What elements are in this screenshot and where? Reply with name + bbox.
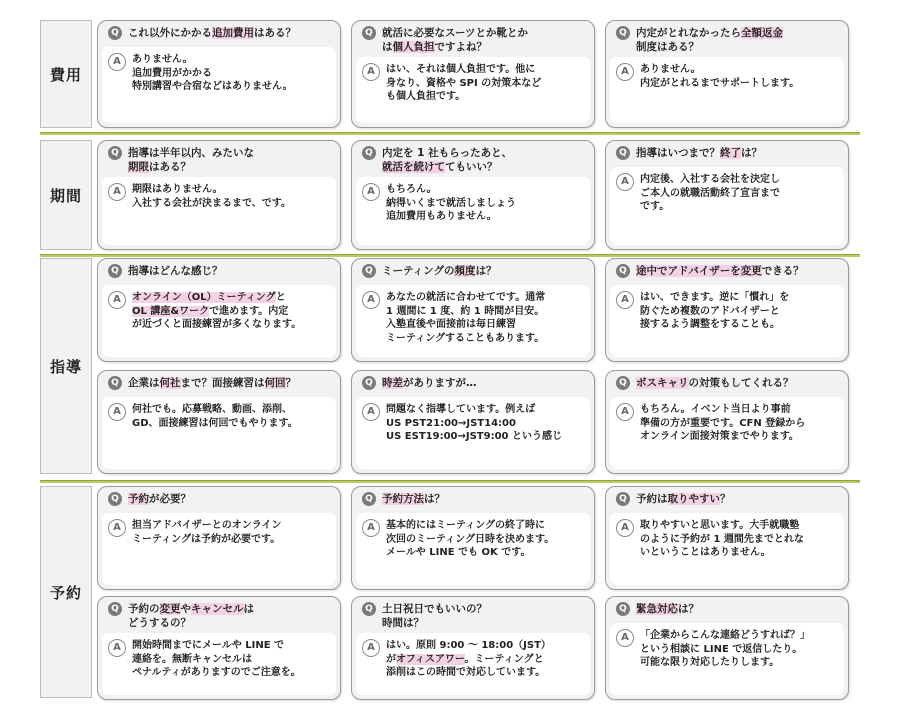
question (98, 371, 340, 394)
answer (610, 167, 844, 245)
answer-text (386, 291, 545, 345)
question-text-part: 企業は (128, 377, 160, 389)
answer-text-part: 「企業からこんな連絡どうすれば？」 という相談に LINE で返信したり。 可能な限り対応したりします。 (640, 630, 810, 668)
question-text-part: はある？ (149, 161, 191, 173)
question-highlight: 期限 (128, 161, 149, 173)
question-icon: Q (616, 602, 630, 616)
answer-text (132, 183, 291, 210)
question-text-part: 内定がとれなかったら (636, 27, 741, 39)
question-text-part: ミーティングの (382, 265, 455, 277)
question-text (382, 146, 512, 174)
question (606, 487, 848, 510)
question-text-part: 指導は半年以内、みたいな (128, 147, 254, 159)
answer (356, 57, 590, 123)
faq-card (605, 486, 849, 590)
question-text (128, 376, 296, 390)
answer-icon: A (108, 53, 126, 71)
question-text (128, 602, 254, 630)
answer-text (640, 63, 799, 90)
answer (102, 285, 336, 357)
question-text-part: 予約の (128, 603, 160, 615)
answer-text-part: 基本的にはミーティングの終了時に 次回のミーティング日時を決めます。 メールや LINE でも OK です。 (386, 520, 555, 558)
answer (610, 397, 844, 469)
question (98, 487, 340, 510)
section-label: 予約 (40, 486, 92, 698)
question-text (128, 264, 223, 278)
question-icon: Q (108, 376, 122, 390)
answer-icon: A (108, 519, 126, 537)
question-icon: Q (616, 492, 630, 506)
question-text-part: てもいい？ (445, 161, 498, 173)
answer-highlight: オフィスアワー (396, 653, 465, 665)
question-text (382, 376, 477, 390)
section-divider (40, 480, 860, 483)
question-text-part: 指導はいつまで？ (636, 147, 720, 159)
answer-icon: A (616, 63, 634, 81)
answer-text-part: と (275, 292, 286, 303)
answer-text-part: ありません。 内定がとれるまでサポートします。 (640, 64, 800, 89)
answer (356, 397, 590, 469)
question-highlight: 緊急対応 (636, 603, 678, 615)
question-highlight: 何社 (159, 377, 181, 389)
faq-card (351, 370, 595, 474)
answer-icon: A (616, 403, 634, 421)
question-text-part: は どうするの？ (128, 603, 254, 629)
faq-card (605, 140, 849, 250)
question-highlight: キャンセル (191, 603, 244, 615)
question-icon: Q (362, 376, 376, 390)
section-label: 指導 (40, 258, 92, 474)
question-highlight: 就活を続けて (382, 161, 445, 173)
faq-card (97, 486, 341, 590)
answer-text (386, 639, 551, 680)
question-icon: Q (616, 146, 630, 160)
answer (356, 513, 590, 585)
answer-text-part: はい、できます。逆に「慣れ」を 防ぐため複数のアドバイザーと 接するよう調整をすることも。 (640, 292, 790, 330)
question-text-part: 土日祝日でもいいの？ 時間は？ (382, 603, 487, 629)
question-text-part: は？ (475, 265, 497, 277)
answer-icon: A (108, 403, 126, 421)
answer (610, 513, 844, 585)
question-text (636, 264, 804, 278)
answer-icon: A (616, 291, 634, 309)
section-label: 期間 (40, 140, 92, 250)
answer-icon: A (616, 629, 634, 647)
question-icon: Q (362, 492, 376, 506)
question-text-part: これ以外にかかる (128, 27, 212, 39)
answer-icon: A (362, 519, 380, 537)
question-text (382, 492, 445, 506)
answer-icon: A (362, 183, 380, 201)
question-icon: Q (616, 26, 630, 40)
answer (610, 623, 844, 695)
question-highlight: 取りやすい (667, 493, 720, 505)
question-text (636, 26, 783, 54)
question-icon: Q (362, 602, 376, 616)
answer-icon: A (616, 519, 634, 537)
faq-card (351, 140, 595, 250)
question-text-part: は？ (424, 493, 445, 505)
question (352, 487, 594, 510)
answer (102, 397, 336, 469)
answer-text-part: 取りやすいと思います。大手就職塾 のように予約が 1 週間先までとれな いということはありません。 (640, 520, 804, 558)
answer (102, 513, 336, 585)
faq-card (605, 258, 849, 362)
question-icon: Q (616, 264, 630, 278)
question-icon: Q (108, 264, 122, 278)
section-label: 費用 (40, 20, 92, 128)
answer-text-part: もちろん。イベント当日より事前 準備の方が重要です。CFN 登録から オンライン面接対策までやります。 (640, 404, 806, 442)
question-icon: Q (616, 376, 630, 390)
answer-text-part: はい、それは個人負担です。他に 身なり、資格や SPI の対策本など も個人負担です。 (386, 64, 542, 102)
answer-text (640, 403, 805, 444)
question-text (636, 492, 731, 506)
answer-text-part: 。ミーティングと 添削はこの時間で対応しています。 (386, 653, 546, 678)
answer-text (640, 519, 804, 560)
faq-card (605, 20, 849, 128)
question-text-part: 就活に必要なスーツとか靴とか は (382, 27, 529, 53)
faq-card (97, 596, 341, 700)
answer-text (132, 519, 282, 546)
question-text-part: が必要？ (149, 493, 191, 505)
answer (102, 177, 336, 245)
answer-text-part: 内定後、入社する会社を決定し ご本人の就職活動終了宣言まで です。 (640, 174, 780, 212)
question-text-part: 制度はある？ (636, 41, 699, 53)
question-text (382, 602, 487, 630)
question-icon: Q (108, 146, 122, 160)
question-text-part: ？ (720, 493, 731, 505)
faq-card (351, 486, 595, 590)
question-highlight: 全額返金 (741, 27, 783, 39)
question-text (636, 146, 762, 160)
answer-text (386, 519, 554, 560)
question-highlight: ボスキャリ (636, 377, 689, 389)
question-text-part: は？ (741, 147, 762, 159)
question (98, 21, 340, 44)
question-text (382, 26, 528, 54)
answer (356, 633, 590, 695)
question (606, 141, 848, 164)
question (606, 371, 848, 394)
question-text (382, 264, 496, 278)
answer-text (386, 63, 541, 104)
faq-card (97, 20, 341, 128)
question-icon: Q (362, 146, 376, 160)
question (352, 259, 594, 282)
answer-text (640, 629, 810, 670)
answer-text-part: 担当アドバイザーとのオンライン ミーティングは予約が必要です。 (132, 520, 282, 545)
question-highlight: 頻度 (454, 265, 476, 277)
answer-text (132, 403, 298, 430)
answer-icon: A (108, 639, 126, 657)
answer-text-part: あなたの就活に合わせてです。通常 1 週間に 1 度、約 1 時間が目安。 入塾直後や面接前は毎日練習 ミーティングすることもあります。 (386, 292, 546, 344)
answer-icon: A (616, 173, 634, 191)
answer-icon: A (362, 639, 380, 657)
question-highlight: 終了 (720, 147, 741, 159)
question-text (128, 492, 191, 506)
question-icon: Q (362, 264, 376, 278)
answer-text-part: もちろん。 納得いくまで就活しましょう 追加費用もありません。 (386, 184, 516, 222)
faq-card (351, 258, 595, 362)
answer-text (386, 403, 562, 444)
question (606, 259, 848, 282)
answer-icon: A (362, 291, 380, 309)
faq-card (351, 20, 595, 128)
question-text (128, 146, 254, 174)
faq-card (605, 596, 849, 700)
answer-text (386, 183, 516, 224)
question (606, 21, 848, 58)
question-highlight: 途中でアドバイザーを変更 (636, 265, 762, 277)
question-text-part: 予約は (636, 493, 668, 505)
question-text (636, 602, 699, 616)
faq-card (605, 370, 849, 474)
question-highlight: 追加費用 (212, 27, 254, 39)
answer-text-part: 何社でも。応募戦略、動画、添削、 GD、面接練習は何回でもやります。 (132, 404, 298, 429)
question-text (636, 376, 794, 390)
answer-text (132, 639, 301, 680)
question-text-part: がありますが… (403, 377, 477, 389)
answer-text-part: 問題なく指導しています。例えば US PST21:00→JST14:00 US EST19:00→JST9:00 という感じ (386, 404, 562, 442)
question-text-part: の対策もしてくれる？ (688, 377, 794, 389)
answer (356, 285, 590, 357)
faq-card (97, 258, 341, 362)
faq-card (97, 140, 341, 250)
answer-text (640, 173, 780, 214)
answer-icon: A (108, 291, 126, 309)
answer (102, 47, 336, 123)
question-icon: Q (108, 602, 122, 616)
answer-text (640, 291, 789, 332)
question-highlight: 変更 (159, 603, 181, 615)
question-highlight: 予約方法 (382, 493, 424, 505)
answer (610, 57, 844, 123)
answer-highlight: OL 講座&ワーク (132, 305, 210, 317)
question-icon: Q (108, 492, 122, 506)
question-text-part: ？ (285, 377, 296, 389)
question (352, 21, 594, 58)
question-icon: Q (362, 26, 376, 40)
answer (356, 177, 590, 245)
question-text-part: まで？面接練習は (180, 377, 265, 389)
faq-card (351, 596, 595, 700)
answer (610, 285, 844, 357)
section-divider (40, 254, 860, 257)
question-text-part: は？ (678, 603, 699, 615)
answer-highlight: オンライン（OL）ミーティング (132, 292, 276, 303)
answer-text-part: 期限はありません。 入社する会社が決まるまで、です。 (132, 184, 291, 209)
answer-text-part: 開始時間までにメールや LINE で 連絡を。無断キャンセルは ペナルティがありますのでご注意を。 (132, 640, 301, 678)
question (606, 597, 848, 620)
answer-text-part: はい。原則 9:00 ～ 18:00（JST） が (386, 640, 551, 665)
question-highlight: 個人負担 (392, 41, 435, 53)
question-text-part: はある？ (254, 27, 296, 39)
answer-icon: A (108, 183, 126, 201)
question (98, 597, 340, 634)
question (352, 371, 594, 394)
section-divider (40, 132, 860, 135)
answer-text-part: ありません。 追加費用がかかる 特別講習や合宿などはありません。 (132, 54, 293, 92)
question-text-part: できる？ (761, 265, 804, 277)
question (98, 259, 340, 282)
question-text-part: 内定を 1 社もらったあと、 (382, 147, 513, 159)
question (98, 141, 340, 178)
question-text-part: 指導はどんな感じ？ (128, 265, 223, 277)
answer-icon: A (362, 63, 380, 81)
question (352, 141, 594, 178)
question-highlight: 予約 (128, 493, 149, 505)
answer-text (132, 291, 301, 332)
answer-text (132, 53, 293, 94)
question-text-part: ですよね？ (434, 41, 487, 53)
question-text-part: や (180, 603, 191, 615)
question-highlight: 何回 (264, 377, 286, 389)
question-icon: Q (108, 26, 122, 40)
answer (102, 633, 336, 695)
faq-card (97, 370, 341, 474)
answer-text-part: で進めます。内定 が近づくと面接練習が多くなります。 (132, 305, 302, 330)
question (352, 597, 594, 634)
question-highlight: 時差 (382, 377, 403, 389)
answer-icon: A (362, 403, 380, 421)
question-text (128, 26, 296, 40)
